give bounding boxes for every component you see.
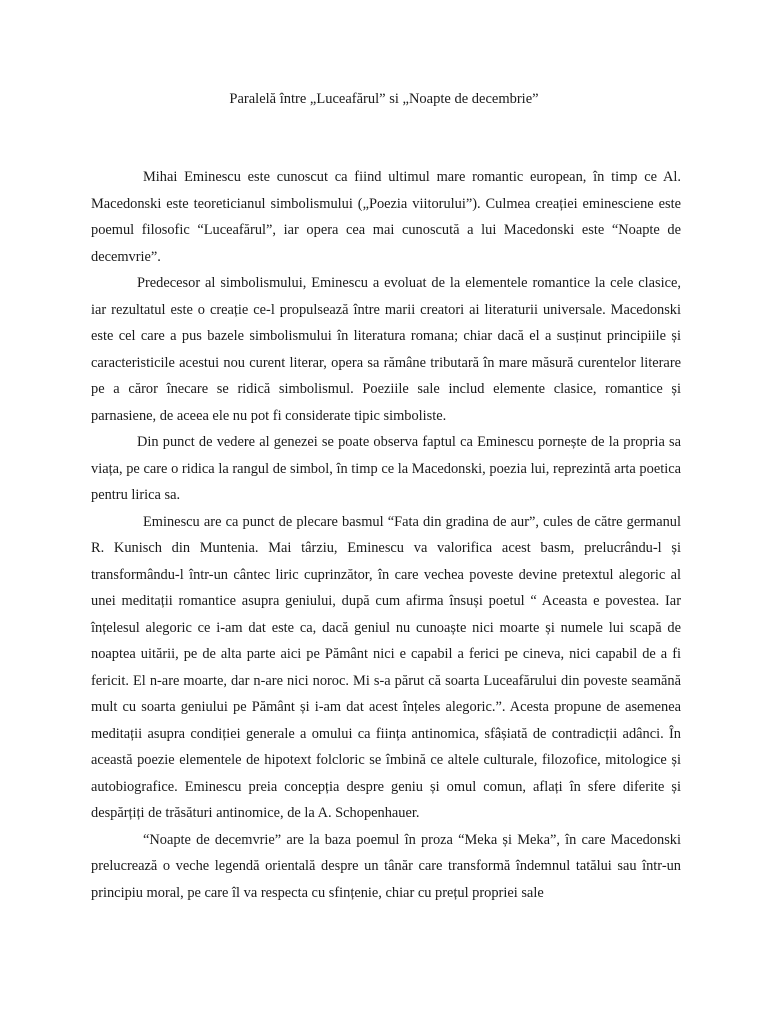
paragraph-luceafarul: Eminescu are ca punct de plecare basmul “Fata din gradina de aur”, cules de către germanul R. Kunisch din Muntenia. Mai târziu, Eminescu va valorifica acest basm, prelucrându-l și transformându-l într-un cântec liric cuprinzător, în care vechea poveste devine pretextul alegoric al unei meditații romantice asupra geniului, după cum afirma însuși poetul “ Aceasta e povestea. Iar înțelesul alegoric ce i-am dat este ca, dacă geniul nu cunoaște nici moarte și numele lui scapă de noaptea uitării, pe de alta parte aici pe Pământ nici e capabil a ferici pe cineva, nici capabil de a fi fericit. El n-are moarte, dar n-are nici noroc. Mi s-a părut că soarta Luceafărului din poveste seamănă mult cu soarta geniului pe Pământ și i-am dat acest înțeles alegoric.”. Acesta propune de asemenea meditații asupra condiției generale a omului ca ființa antinomica, sfâșiată de contradicții adânci. În această poezie elementele de hipotext folcloric se îmbină ce altele culturale, filozofice, mitologice și autobiografice. Eminescu preia concepția despre geniu și omul comun, aflați în sfere diferite și despărțiți de trăsături antinomice, de la A. Schopenhauer. [91,513,681,821]
paragraph-intro: Mihai Eminescu este cunoscut ca fiind ultimul mare romantic european, în timp ce Al. Macedonski este teoreticianul simbolismului („Poezia viitorului”). Culmea creației eminesciene este poemul filosofic “Luceafărul”, iar opera cea mai cunoscută a lui Macedonski este “Noapte de decemvrie”. [91,169,681,265]
paragraph-symbolism: Predecesor al simbolismului, Eminescu a evoluat de la elementele romantice la cele clasice, iar rezultatul este o creație ce-l propulsează între marii creatori ai literaturii universale. Macedonski este cel care a pus bazele simbolismului în literatura romana; chiar dacă el a susținut principiile și caracteristicile acestui nou curent literar, opera sa rămâne tributară în mare măsură curentelor literare pe a căror înecare se ridică simbolismul. Poeziile sale includ elemente clasice, romantice și parnasiene, de aceea ele nu pot fi considerate tipic simboliste. [91,275,681,424]
paragraph-noapte: “Noapte de decemvrie” are la baza poemul în proza “Meka și Meka”, în care Macedonski prelucrează o veche legendă orientală despre un tânăr care transformă îndemnul tatălui sau într-un principiu moral, pe care îl va respecta cu sfințenie, chiar cu prețul propriei sale [91,831,681,901]
document-title: Paralelă între „Luceafărul” si „Noapte de decembrie” [229,91,539,107]
document-body [91,164,681,906]
paragraph-genesis: Din punct de vedere al genezei se poate observa faptul ca Eminescu pornește de la propria sa viața, pe care o ridica la rangul de simbol, în timp ce la Macedonski, poezia lui, reprezintă arta poetica pentru lirica sa. [91,434,681,503]
